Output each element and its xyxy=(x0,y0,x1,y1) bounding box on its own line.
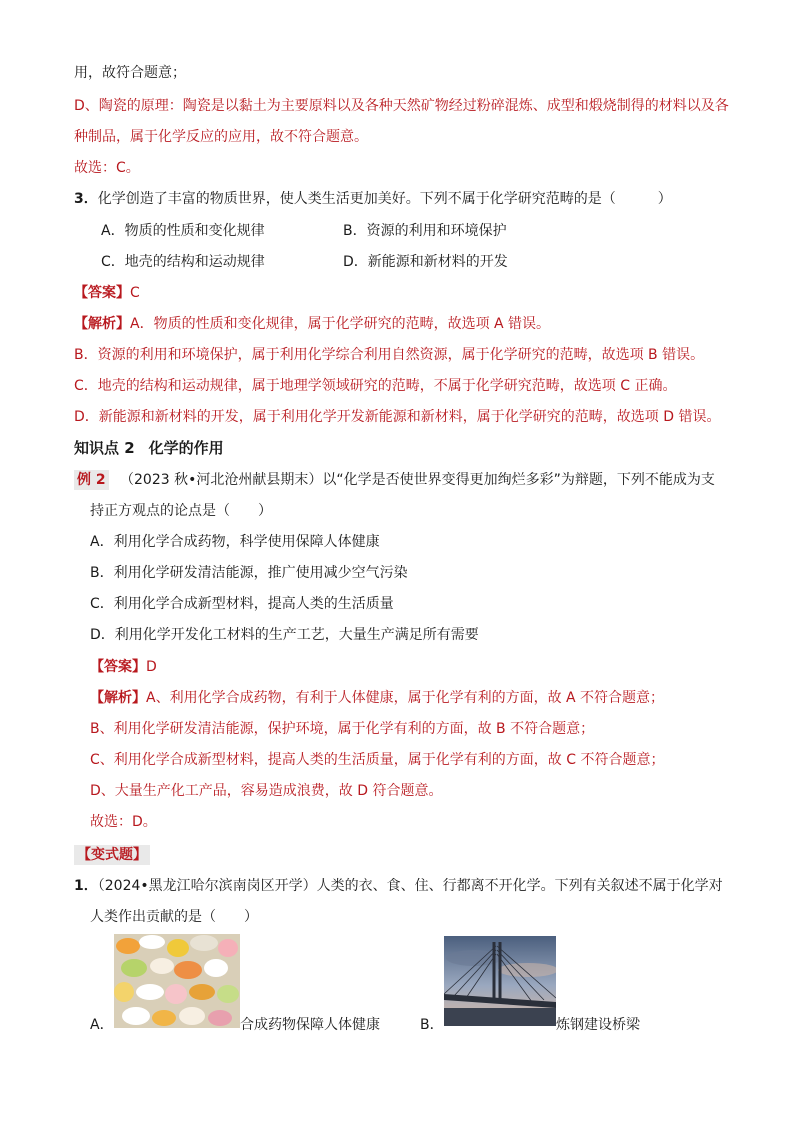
example-stem: （2023 秋•河北沧州献县期末）以“化学是否使世界变得更加绚烂多彩”为辩题，下列不能成为支 xyxy=(120,472,715,488)
text-line: 种制品，属于化学反应的应用，故不符合题意。 xyxy=(74,129,368,145)
text-line: D、陶瓷的原理：陶瓷是以黏土为主要原料以及各种天然矿物经过粉碎混炼、成型和煅烧制得的材料以及各 xyxy=(74,98,729,114)
analysis-line xyxy=(74,314,550,334)
analysis-text: A、利用化学合成药物，有利于人体健康，属于化学有利的方面，故 A 不符合题意； xyxy=(146,690,665,706)
option-c: C．地壳的结构和运动规律 xyxy=(101,254,265,270)
answer-line xyxy=(74,283,140,303)
question-stem: 人类作出贡献的是（ ） xyxy=(90,909,258,925)
pills-image xyxy=(114,934,240,1028)
analysis-line: C．地壳的结构和运动规律，属于地理学领域研究的范畴，不属于化学研究范畴，故选项 C 正确。 xyxy=(74,378,677,394)
option-b: B．利用化学研发清洁能源，推广使用减少空气污染 xyxy=(90,565,408,581)
analysis-line: C、利用化学合成新型材料，提高人类的生活质量，属于化学有利的方面，故 C 不符合题意； xyxy=(90,752,665,768)
answer-label: 【答案】 xyxy=(90,659,146,675)
analysis-line: 故选：D。 xyxy=(90,814,157,830)
question-stem: （2024•黑龙江哈尔滨南岗区开学）人类的衣、食、住、行都离不开化学。下列有关叙述不属于化学对 xyxy=(97,878,723,894)
variant-label: 【变式题】 xyxy=(74,845,150,865)
question-number: 1． xyxy=(74,878,98,894)
option-a-letter: A． xyxy=(90,1017,114,1033)
bridge-image xyxy=(444,936,556,1026)
option-a-text: 合成药物保障人体健康 xyxy=(240,1017,380,1033)
text-line: 故选：C。 xyxy=(74,160,140,176)
section-heading xyxy=(74,438,224,458)
answer-label: 【答案】 xyxy=(74,285,130,301)
option-d: D．新能源和新材料的开发 xyxy=(343,254,508,270)
analysis-line: B、利用化学研发清洁能源，保护环境，属于化学有利的方面，故 B 不符合题意； xyxy=(90,721,595,737)
analysis-text: A．物质的性质和变化规律，属于化学研究的范畴，故选项 A 错误。 xyxy=(130,316,551,332)
answer-value: D xyxy=(146,659,157,675)
answer-value: C xyxy=(130,285,140,301)
question-number: 3． xyxy=(74,191,98,207)
option-b-letter: B． xyxy=(420,1017,444,1033)
option-b-text: 炼钢建设桥梁 xyxy=(556,1017,640,1033)
question-stem: 化学创造了丰富的物质世界，使人类生活更加美好。下列不属于化学研究范畴的是（ ） xyxy=(97,191,672,207)
analysis-line: B．资源的利用和环境保护，属于利用化学综合利用自然资源，属于化学研究的范畴，故选项 B 错误。 xyxy=(74,347,705,363)
analysis-line: D、大量生产化工产品，容易造成浪费，故 D 符合题意。 xyxy=(90,783,443,799)
analysis-label: 【解析】 xyxy=(74,316,130,332)
analysis-label: 【解析】 xyxy=(90,690,146,706)
section-label: 知识点 2 xyxy=(74,439,135,457)
section-title: 化学的作用 xyxy=(148,439,224,457)
option-d: D．利用化学开发化工材料的生产工艺，大量生产满足所有需要 xyxy=(90,627,479,643)
analysis-line: D．新能源和新材料的开发，属于利用化学开发新能源和新材料，属于化学研究的范畴，故选项 D 错误。 xyxy=(74,409,721,425)
question-3 xyxy=(74,189,672,209)
example-stem: 持正方观点的论点是（ ） xyxy=(90,503,272,519)
option-a: A．物质的性质和变化规律 xyxy=(101,223,265,239)
text-line: 用，故符合题意； xyxy=(74,65,186,81)
answer-line xyxy=(90,657,157,677)
variant-question xyxy=(74,876,723,896)
analysis-line xyxy=(90,688,664,708)
option-c: C．利用化学合成新型材料，提高人类的生活质量 xyxy=(90,596,394,612)
example-label: 例 2 xyxy=(74,470,109,490)
option-a: A．利用化学合成药物，科学使用保障人体健康 xyxy=(90,534,380,550)
option-b: B．资源的利用和环境保护 xyxy=(343,223,507,239)
